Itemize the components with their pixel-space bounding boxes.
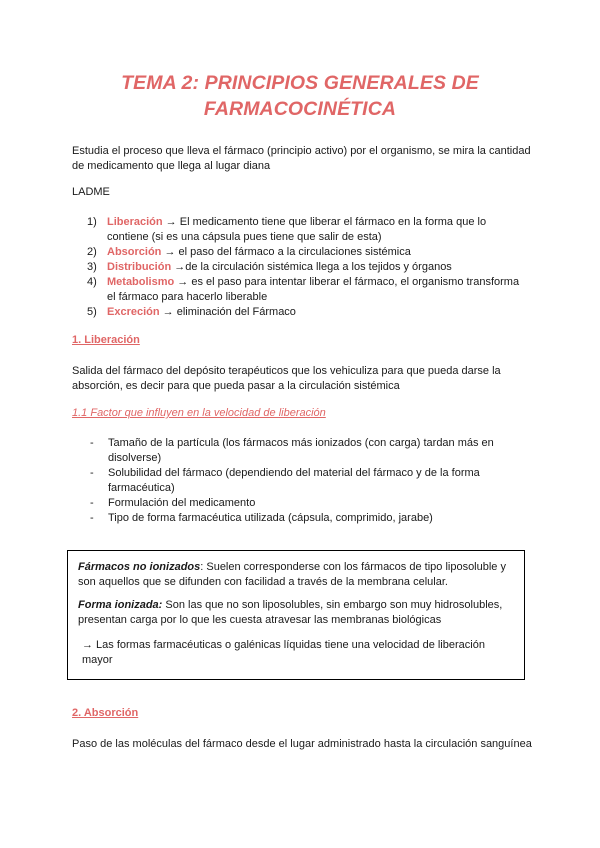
box-paragraph-ionizada (78, 598, 515, 628)
factors-list (88, 436, 528, 526)
dash-bullet: - (90, 497, 94, 509)
ladme-term: Distribución (107, 261, 172, 273)
subsection-heading-factores: 1.1 Factor que influyen en la velocidad de liberación (72, 407, 326, 419)
list-item-text: Tamaño de la partícula (los fármacos más ionizados (con carga) tardan más en disolverse) (108, 437, 494, 464)
intro-paragraph: Estudia el proceso que lleva el fármaco (principio activo) por el organismo, se mira la cantidad de medicamento que llega al lugar diana (72, 145, 531, 172)
box-text: Son las que no son liposolubles, sin embargo son muy hidrosolubles, presentan carga por lo que les cuesta atravesar las membranas biológicas (78, 599, 503, 626)
section-heading-liberacion: 1. Liberación (72, 334, 140, 346)
list-item (88, 436, 528, 466)
ladme-list (80, 215, 530, 320)
ladme-description: → El medicamento tiene que liberar el fármaco en la forma que lo contiene (si es una cápsula pues tiene que salir de esta) (107, 216, 487, 243)
ladme-item-metabolismo (80, 275, 530, 305)
ladme-description: →de la circulación sistémica llega a los tejidos y órganos (171, 261, 452, 273)
list-item-text: Solubilidad del fármaco (dependiendo del material del fármaco y de la forma farmacéutica) (108, 467, 480, 494)
liberacion-paragraph: Salida del fármaco del depósito terapéuticos que los vehiculiza para que pueda darse la absorción, es decir para que pueda pasar a la circulación sistémica (72, 365, 501, 392)
ladme-item-excrecion (80, 305, 530, 320)
ladme-term: Absorción (107, 246, 162, 258)
list-item (88, 511, 528, 526)
list-item (88, 496, 528, 511)
list-item (88, 466, 528, 496)
ladme-item-absorcion (80, 245, 530, 260)
ladme-description: → eliminación del Fármaco (159, 306, 296, 318)
ladme-term: Metabolismo (107, 276, 175, 288)
list-item-text: Formulación del medicamento (108, 497, 256, 509)
section-heading-absorcion: 2. Absorción (72, 707, 139, 719)
list-number: 5) (87, 306, 97, 318)
ladme-description: → el paso del fármaco a la circulaciones sistémica (161, 246, 411, 258)
ladme-term: Excreción (107, 306, 160, 318)
ladme-item-liberacion (80, 215, 530, 245)
dash-bullet: - (90, 467, 94, 479)
box-paragraph-no-ionizados (78, 560, 515, 590)
list-item-text: Tipo de forma farmacéutica utilizada (cápsula, comprimido, jarabe) (108, 512, 433, 524)
ladme-label: LADME (72, 186, 110, 198)
ladme-item-distribucion (80, 260, 530, 275)
box-term: Forma ionizada: (78, 599, 163, 611)
info-box (67, 550, 525, 680)
ladme-term: Liberación (107, 216, 163, 228)
list-number: 1) (87, 216, 97, 228)
dash-bullet: - (90, 512, 94, 524)
box-text: : Suelen corresponderse con los fármacos de tipo liposoluble y son aquellos que se difunden con facilidad a través de la membrana celular. (78, 561, 506, 588)
list-number: 2) (87, 246, 97, 258)
box-term: Fármacos no ionizados (78, 561, 201, 573)
page-title: TEMA 2: PRINCIPIOS GENERALES DE FARMACOCINÉTICA (121, 72, 479, 120)
list-number: 3) (87, 261, 97, 273)
box-note: → Las formas farmacéuticas o galénicas líquidas tiene una velocidad de liberación mayor (82, 639, 485, 666)
dash-bullet: - (90, 437, 94, 449)
absorcion-paragraph: Paso de las moléculas del fármaco desde el lugar administrado hasta la circulación sanguínea (72, 738, 532, 750)
list-number: 4) (87, 276, 97, 288)
ladme-description: → es el paso para intentar liberar el fármaco, el organismo transforma el fármaco para hacerlo liberable (107, 276, 520, 303)
